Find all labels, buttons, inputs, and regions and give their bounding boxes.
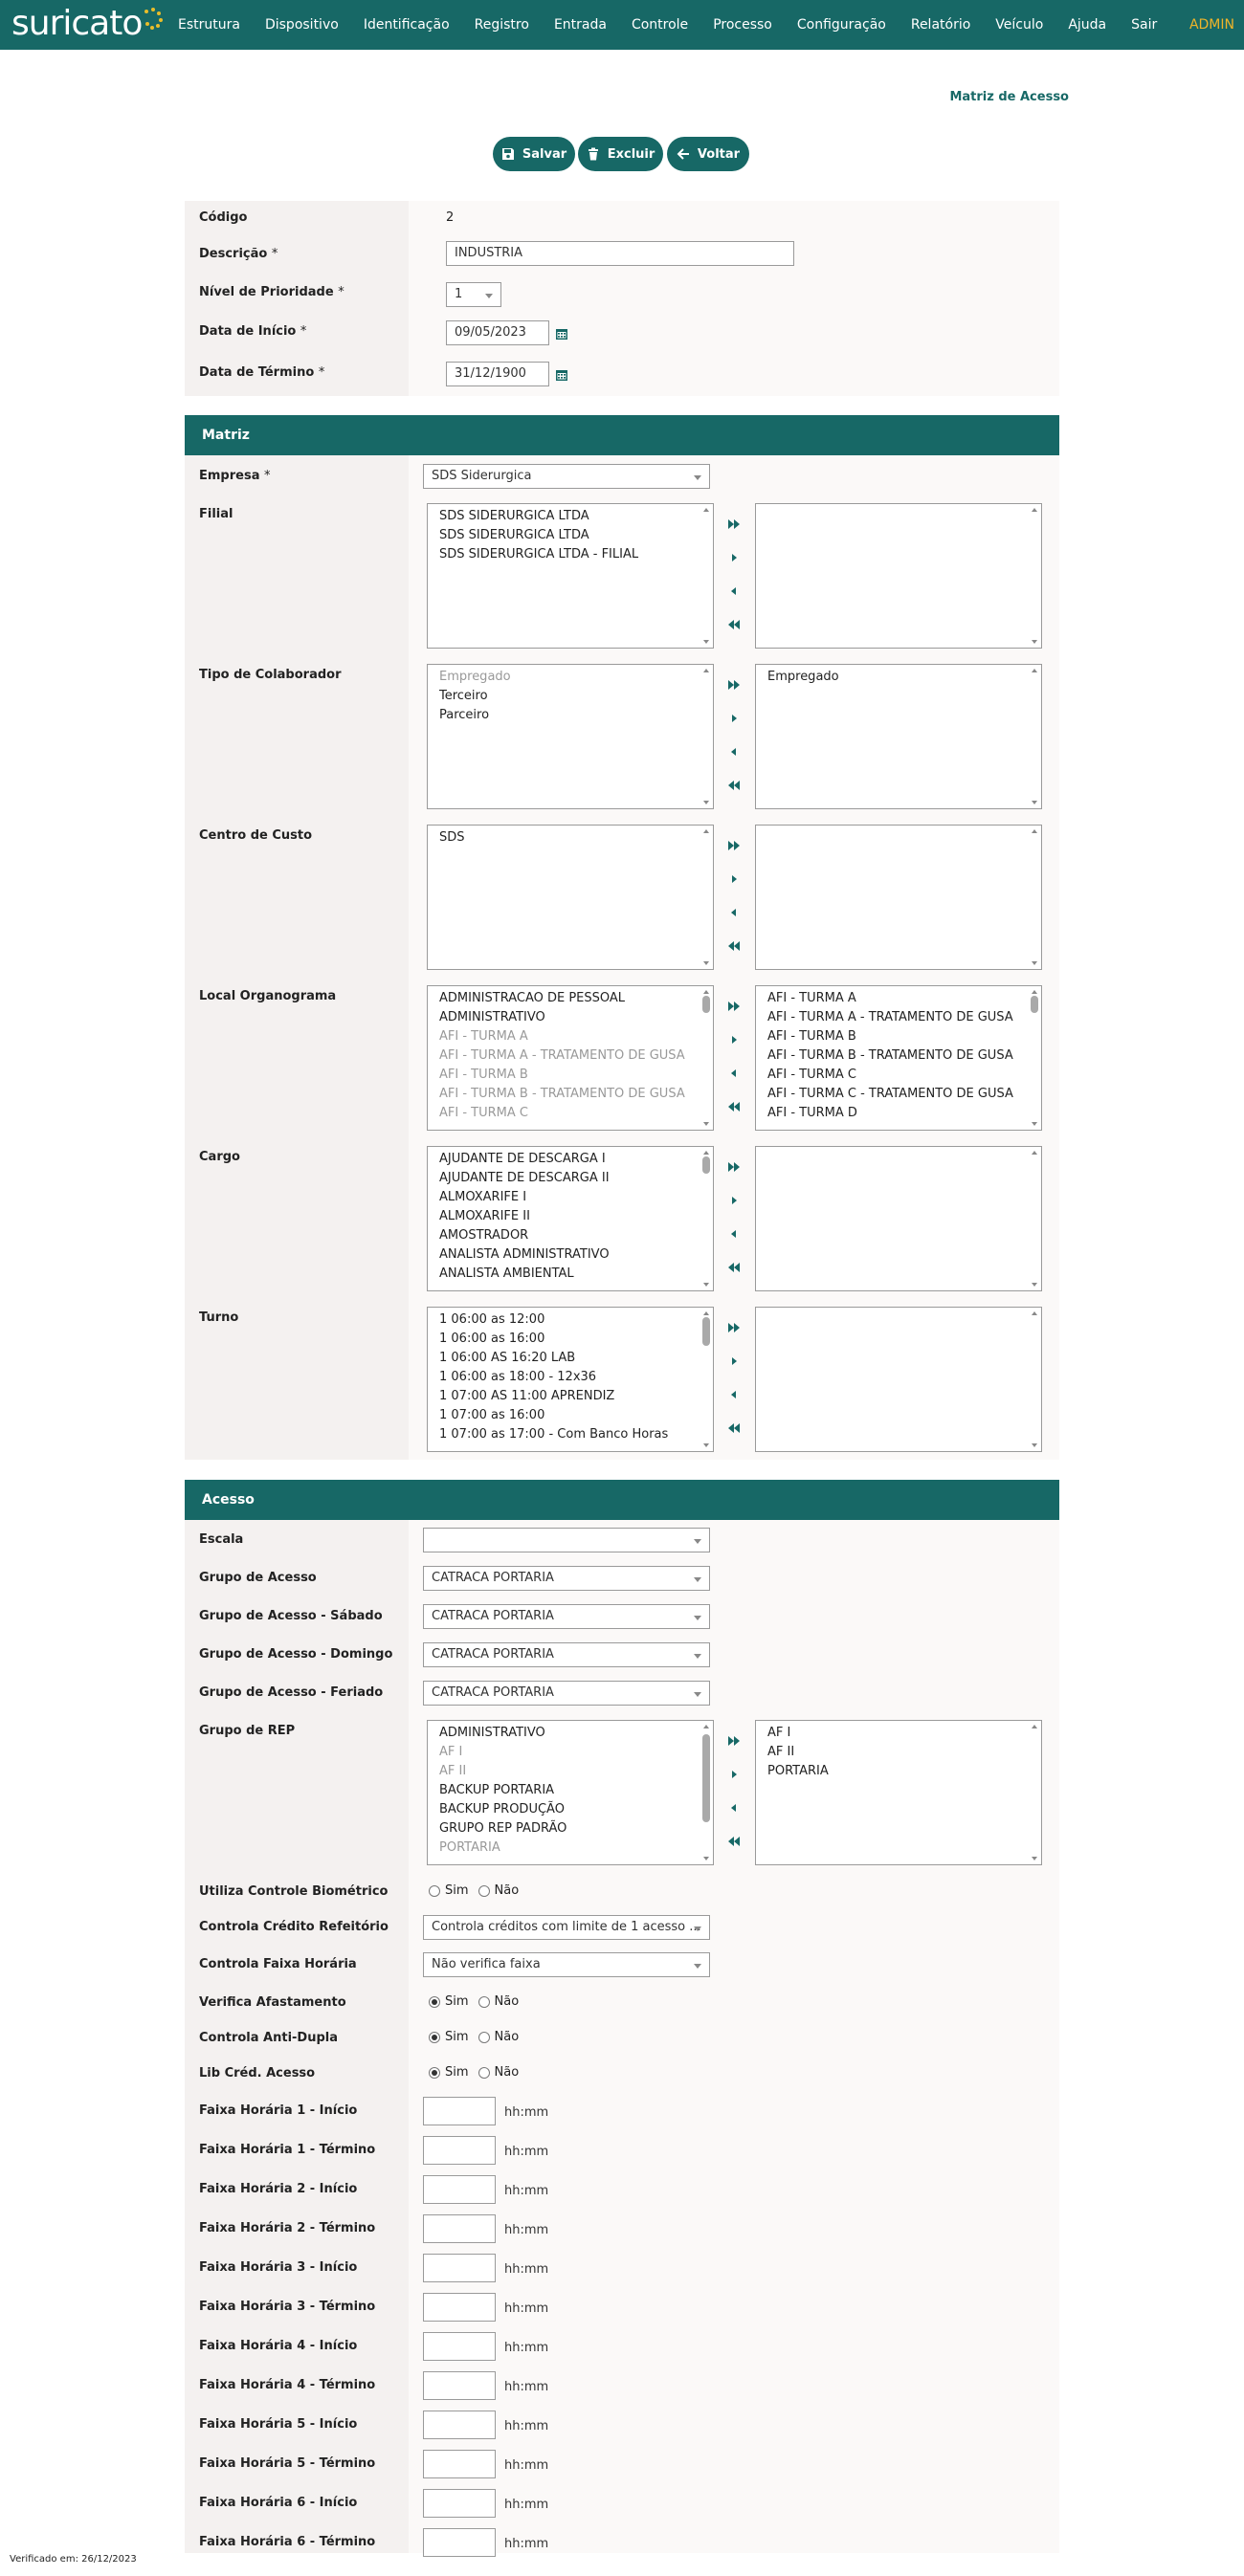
faixa-horaria-label: Faixa Horária 6 - Início (199, 2496, 358, 2510)
lib-cred-nao-radio[interactable] (478, 2067, 490, 2079)
menu-item[interactable]: Dispositivo (264, 17, 339, 33)
list-option[interactable]: AF I (767, 1726, 791, 1740)
centro-custo-label: Centro de Custo (199, 828, 313, 843)
scrollbar[interactable] (701, 988, 711, 1128)
faixa-horaria-time-input[interactable] (423, 2489, 496, 2518)
menu-item[interactable]: Sair (1131, 17, 1158, 33)
arrow-left-icon (677, 147, 690, 161)
move-right-icon (727, 873, 741, 885)
scrollbar[interactable] (701, 1149, 711, 1288)
list-option[interactable]: BACKUP PORTARIA (439, 1783, 555, 1797)
termino-label: Data de Término * (199, 365, 325, 380)
list-option[interactable]: 1 07:00 as 16:00 (439, 1408, 545, 1422)
cargo-selected-list[interactable] (755, 1146, 1042, 1291)
list-option[interactable]: ADMINISTRACAO DE PESSOAL (439, 991, 626, 1005)
list-option[interactable]: AF II (439, 1764, 467, 1778)
move-right-icon (727, 1769, 741, 1780)
verification-footer: Verificado em: 26/12/2023 (10, 2554, 137, 2565)
move-all-left-button[interactable] (722, 1417, 745, 1440)
lib-cred-sim-radio[interactable] (429, 2067, 440, 2079)
faixa-horaria-select[interactable]: Não verifica faixa (423, 1952, 710, 1977)
scrollbar[interactable] (701, 1723, 711, 1862)
menu-item[interactable]: Identificação (363, 17, 450, 33)
top-navbar (0, 0, 1244, 50)
move-left-icon (727, 1802, 741, 1814)
list-option[interactable]: AFI - TURMA B - TRATAMENTO DE GUSA (767, 1048, 1013, 1063)
move-all-right-button[interactable] (722, 1316, 745, 1339)
move-left-button[interactable] (722, 1796, 745, 1819)
faixa-horaria-time-input[interactable] (423, 2411, 496, 2439)
descricao-input[interactable]: INDUSTRIA (446, 241, 794, 266)
filial-selected-list[interactable] (755, 503, 1042, 649)
move-all-left-icon (727, 1262, 741, 1273)
move-right-button[interactable] (722, 1350, 745, 1373)
descricao-label: Descrição * (199, 247, 278, 261)
move-all-left-icon (727, 940, 741, 952)
grupo-acesso-label: Grupo de Acesso (199, 1571, 317, 1585)
afastamento-radio-group: Sim Não (429, 1994, 519, 2009)
move-all-right-button[interactable] (722, 673, 745, 696)
time-format-hint: hh:mm (504, 2498, 549, 2512)
move-all-right-button[interactable] (722, 995, 745, 1018)
delete-button[interactable] (578, 137, 663, 171)
move-all-right-icon (727, 518, 741, 530)
back-button[interactable] (667, 137, 749, 171)
antidupla-nao-radio[interactable] (478, 2032, 490, 2043)
menu-item[interactable]: Entrada (553, 17, 607, 33)
matriz-section-header: Matriz (185, 415, 1059, 455)
move-left-icon (727, 585, 741, 597)
time-format-hint: hh:mm (504, 2145, 549, 2159)
scrollbar[interactable] (701, 667, 711, 806)
list-option[interactable]: SDS (439, 830, 465, 845)
escala-label: Escala (199, 1532, 244, 1547)
menu-item[interactable]: Registro (474, 17, 529, 33)
time-format-hint: hh:mm (504, 2537, 549, 2551)
list-option[interactable]: AFI - TURMA B (767, 1029, 856, 1044)
faixa-horaria-label: Faixa Horária 4 - Término (199, 2378, 376, 2392)
faixa-horaria-label: Faixa Horária 3 - Término (199, 2300, 376, 2314)
menu-item[interactable]: Ajuda (1068, 17, 1107, 33)
list-option[interactable]: ADMINISTRATIVO (439, 1010, 545, 1024)
menu-item[interactable]: Configuração (796, 17, 886, 33)
time-format-hint: hh:mm (504, 2223, 549, 2237)
list-option[interactable]: AMOSTRADOR (439, 1228, 529, 1243)
move-left-icon (727, 1068, 741, 1079)
faixa-horaria-label: Faixa Horária 2 - Término (199, 2221, 376, 2235)
move-right-icon (727, 1355, 741, 1367)
move-all-right-button[interactable] (722, 1156, 745, 1178)
move-left-button[interactable] (722, 580, 745, 603)
faixa-horaria-time-input[interactable] (423, 2332, 496, 2361)
biometria-sim-radio[interactable] (429, 1885, 440, 1897)
inicio-label: Data de Início * (199, 324, 307, 339)
list-option[interactable]: 1 07:00 as 17:00 - Com Banco Horas (439, 1427, 669, 1442)
list-option[interactable]: AF II (767, 1745, 795, 1759)
turno-selected-list[interactable] (755, 1307, 1042, 1452)
grupo-acesso-select[interactable]: CATRACA PORTARIA (423, 1566, 710, 1591)
empresa-label: Empresa * (199, 469, 271, 483)
tipo-colaborador-selected-list[interactable] (755, 664, 1042, 809)
move-all-left-button[interactable] (722, 613, 745, 636)
inicio-date-input[interactable]: 09/05/2023 (446, 320, 549, 345)
move-all-right-icon (727, 1161, 741, 1173)
grupo-acesso-sabado-label: Grupo de Acesso - Sábado (199, 1609, 383, 1623)
faixa-horaria-label: Faixa Horária 6 - Término (199, 2535, 376, 2549)
grupo-acesso-feriado-select[interactable]: CATRACA PORTARIA (423, 1681, 710, 1706)
faixa-horaria-time-input[interactable] (423, 2293, 496, 2322)
codigo-value: 2 (446, 210, 455, 225)
move-all-right-icon (727, 840, 741, 851)
grupo-acesso-domingo-label: Grupo de Acesso - Domingo (199, 1647, 393, 1662)
move-left-icon (727, 1228, 741, 1240)
prioridade-select[interactable]: 1 (446, 282, 501, 307)
move-all-left-button[interactable] (722, 935, 745, 958)
tipo-colaborador-label: Tipo de Colaborador (199, 668, 342, 682)
local-organograma-selected-list[interactable] (755, 985, 1042, 1131)
faixa-horaria-time-input[interactable] (423, 2214, 496, 2243)
faixa-horaria-label: Faixa Horária 4 - Início (199, 2339, 358, 2353)
list-option[interactable]: AJUDANTE DE DESCARGA I (439, 1152, 606, 1166)
time-format-hint: hh:mm (504, 2184, 549, 2198)
list-option[interactable]: PORTARIA (767, 1764, 829, 1778)
list-option[interactable]: ALMOXARIFE II (439, 1209, 530, 1223)
time-format-hint: hh:mm (504, 2380, 549, 2394)
list-option[interactable]: AFI - TURMA B - TRATAMENTO DE GUSA (439, 1087, 685, 1101)
delete-label: Excluir (607, 146, 655, 162)
move-all-left-icon (727, 619, 741, 630)
scrollbar[interactable] (1030, 506, 1039, 646)
move-right-button[interactable] (722, 707, 745, 730)
menu-item[interactable]: Estrutura (178, 17, 240, 33)
move-all-left-icon (727, 1101, 741, 1112)
list-option[interactable]: GRUPO REP PADRÃO (439, 1821, 567, 1836)
time-format-hint: hh:mm (504, 2419, 549, 2433)
move-all-right-button[interactable] (722, 513, 745, 536)
move-left-button[interactable] (722, 1062, 745, 1085)
centro-custo-selected-list[interactable] (755, 825, 1042, 970)
move-right-button[interactable] (722, 1028, 745, 1051)
faixa-horaria-time-input[interactable] (423, 2254, 496, 2282)
faixa-horaria-label: Faixa Horária 1 - Término (199, 2143, 376, 2157)
empresa-select[interactable]: SDS Siderurgica (423, 464, 710, 489)
move-right-icon (727, 1195, 741, 1206)
local-organograma-available-list[interactable] (427, 985, 714, 1131)
scrollbar[interactable] (1030, 1149, 1039, 1288)
move-right-icon (727, 552, 741, 563)
antidupla-label: Controla Anti-Dupla (199, 2031, 338, 2045)
scrollbar[interactable] (1030, 1310, 1039, 1449)
logo-dots-icon (143, 10, 162, 29)
faixa-horaria-time-input[interactable] (423, 2136, 496, 2165)
grupo-rep-selected-list[interactable] (755, 1720, 1042, 1865)
local-organograma-label: Local Organograma (199, 989, 337, 1003)
time-format-hint: hh:mm (504, 2458, 549, 2473)
list-option[interactable]: 1 06:00 AS 16:20 LAB (439, 1351, 576, 1365)
list-option[interactable]: Terceiro (439, 689, 488, 703)
cargo-label: Cargo (199, 1150, 240, 1164)
turno-label: Turno (199, 1310, 239, 1325)
antidupla-sim-radio[interactable] (429, 2032, 440, 2043)
move-right-button[interactable] (722, 1189, 745, 1212)
grupo-acesso-feriado-label: Grupo de Acesso - Feriado (199, 1685, 384, 1700)
menu-item[interactable]: Controle (631, 17, 689, 33)
move-right-button[interactable] (722, 1763, 745, 1786)
move-right-button[interactable] (722, 546, 745, 569)
menu-item[interactable]: Relatório (910, 17, 971, 33)
biometria-radio-group: Sim Não (429, 1883, 519, 1898)
list-option[interactable]: Empregado (439, 670, 511, 684)
move-left-button[interactable] (722, 1383, 745, 1406)
move-all-right-icon (727, 679, 741, 691)
faixa-horaria-time-input[interactable] (423, 2450, 496, 2478)
move-all-left-button[interactable] (722, 1095, 745, 1118)
afastamento-nao-radio[interactable] (478, 1996, 490, 2008)
scrollbar[interactable] (1030, 1723, 1039, 1862)
lib-cred-label: Lib Créd. Acesso (199, 2066, 316, 2081)
faixa-horaria-label: Faixa Horária 5 - Término (199, 2456, 376, 2471)
trash-icon (587, 147, 600, 161)
logo-text: suricato (11, 4, 143, 43)
scrollbar[interactable] (701, 827, 711, 967)
menu-item[interactable]: Processo (713, 17, 772, 33)
list-option[interactable]: AFI - TURMA C - TRATAMENTO DE GUSA (767, 1087, 1013, 1101)
list-option[interactable]: ALMOXARIFE I (439, 1190, 527, 1204)
afastamento-label: Verifica Afastamento (199, 1995, 346, 2010)
menu-item[interactable]: Veículo (995, 17, 1044, 33)
move-all-left-button[interactable] (722, 774, 745, 797)
list-option[interactable]: 1 06:00 as 16:00 (439, 1332, 545, 1346)
move-all-right-icon (727, 1001, 741, 1012)
move-left-icon (727, 907, 741, 918)
list-option[interactable]: SDS SIDERURGICA LTDA (439, 528, 589, 542)
faixa-horaria-time-input[interactable] (423, 2175, 496, 2204)
list-option[interactable]: ANALISTA ADMINISTRATIVO (439, 1247, 610, 1262)
list-option[interactable]: ANALISTA AMBIENTAL (439, 1266, 574, 1281)
faixa-horaria-time-input[interactable] (423, 2097, 496, 2125)
antidupla-radio-group: Sim Não (429, 2030, 519, 2044)
list-option[interactable]: ADMINISTRATIVO (439, 1726, 545, 1740)
move-left-icon (727, 746, 741, 758)
centro-custo-available-list[interactable] (427, 825, 714, 970)
faixa-horaria-time-input[interactable] (423, 2528, 496, 2557)
grupo-rep-available-list[interactable] (427, 1720, 714, 1865)
prioridade-label: Nível de Prioridade * (199, 285, 344, 299)
move-all-right-icon (727, 1735, 741, 1747)
faixa-horaria-label: Faixa Horária 3 - Início (199, 2260, 358, 2275)
move-all-left-icon (727, 780, 741, 791)
move-all-right-button[interactable] (722, 834, 745, 857)
termino-date-input[interactable]: 31/12/1900 (446, 362, 549, 386)
tipo-colaborador-available-list[interactable] (427, 664, 714, 809)
calendar-icon[interactable] (555, 327, 568, 341)
user-menu[interactable]: ADMIN (1188, 17, 1234, 33)
move-all-right-icon (727, 1322, 741, 1333)
codigo-label: Código (199, 210, 248, 225)
refeitorio-select[interactable]: Controla créditos com limite de 1 acesso ... (423, 1915, 710, 1940)
save-button[interactable] (493, 137, 575, 171)
list-option[interactable]: Empregado (767, 670, 839, 684)
scrollbar[interactable] (1030, 667, 1039, 806)
list-option[interactable]: 1 07:00 AS 11:00 APRENDIZ (439, 1389, 615, 1403)
faixa-horaria-time-input[interactable] (423, 2371, 496, 2400)
move-all-left-icon (727, 1836, 741, 1847)
move-left-button[interactable] (722, 740, 745, 763)
faixa-horaria-label: Controla Faixa Horária (199, 1957, 357, 1971)
time-format-hint: hh:mm (504, 2105, 549, 2120)
save-icon (501, 147, 515, 161)
list-option[interactable]: 1 06:00 as 18:00 - 12x36 (439, 1370, 597, 1384)
lib-cred-radio-group: Sim Não (429, 2065, 519, 2080)
list-option[interactable]: Parceiro (439, 708, 490, 722)
list-option[interactable]: AFI - TURMA A (439, 1029, 528, 1044)
move-right-icon (727, 1034, 741, 1046)
list-option[interactable]: AFI - TURMA A (767, 991, 856, 1005)
acesso-section-header: Acesso (185, 1480, 1059, 1520)
time-format-hint: hh:mm (504, 2341, 549, 2355)
page-title: Matriz de Acesso (949, 90, 1069, 104)
faixa-horaria-label: Faixa Horária 5 - Início (199, 2417, 358, 2432)
list-option[interactable]: AFI - TURMA A - TRATAMENTO DE GUSA (767, 1010, 1013, 1024)
move-left-button[interactable] (722, 901, 745, 924)
move-right-icon (727, 713, 741, 724)
list-option[interactable]: AF I (439, 1745, 463, 1759)
grupo-acesso-sabado-select[interactable]: CATRACA PORTARIA (423, 1604, 710, 1629)
move-all-right-button[interactable] (722, 1729, 745, 1752)
list-option[interactable]: AFI - TURMA B (439, 1068, 528, 1082)
faixa-horaria-label: Faixa Horária 1 - Início (199, 2103, 358, 2118)
cargo-available-list[interactable] (427, 1146, 714, 1291)
filial-available-list[interactable] (427, 503, 714, 649)
back-label: Voltar (697, 146, 741, 162)
list-option[interactable]: AFI - TURMA C (767, 1068, 856, 1082)
move-all-left-button[interactable] (722, 1830, 745, 1853)
move-all-left-icon (727, 1422, 741, 1434)
scrollbar[interactable] (701, 1310, 711, 1449)
save-label: Salvar (522, 146, 567, 162)
list-option[interactable]: AFI - TURMA C (439, 1106, 528, 1120)
move-left-button[interactable] (722, 1222, 745, 1245)
faixa-horaria-label: Faixa Horária 2 - Início (199, 2182, 358, 2196)
calendar-icon[interactable] (555, 368, 568, 382)
list-option[interactable]: AFI - TURMA D (767, 1106, 857, 1120)
list-option[interactable]: BACKUP PRODUÇÃO (439, 1802, 565, 1816)
scrollbar[interactable] (1030, 988, 1039, 1128)
app-logo[interactable] (11, 4, 162, 44)
list-option[interactable]: 1 06:00 as 12:00 (439, 1312, 545, 1327)
afastamento-sim-radio[interactable] (429, 1996, 440, 2008)
biometria-label: Utiliza Controle Biométrico (199, 1884, 389, 1899)
refeitorio-label: Controla Crédito Refeitório (199, 1920, 389, 1934)
list-option[interactable]: SDS SIDERURGICA LTDA (439, 509, 589, 523)
main-menu (178, 0, 1182, 50)
scrollbar[interactable] (701, 506, 711, 646)
list-option[interactable]: SDS SIDERURGICA LTDA - FILIAL (439, 547, 639, 561)
move-all-left-button[interactable] (722, 1256, 745, 1279)
list-option[interactable]: AJUDANTE DE DESCARGA II (439, 1171, 610, 1185)
move-left-icon (727, 1389, 741, 1400)
turno-available-list[interactable] (427, 1307, 714, 1452)
scrollbar[interactable] (1030, 827, 1039, 967)
list-option[interactable]: AFI - TURMA A - TRATAMENTO DE GUSA (439, 1048, 685, 1063)
time-format-hint: hh:mm (504, 2301, 549, 2316)
biometria-nao-radio[interactable] (478, 1885, 490, 1897)
move-right-button[interactable] (722, 868, 745, 891)
time-format-hint: hh:mm (504, 2262, 549, 2277)
list-option[interactable]: PORTARIA (439, 1840, 500, 1855)
grupo-acesso-domingo-select[interactable]: CATRACA PORTARIA (423, 1642, 710, 1667)
grupo-rep-label: Grupo de REP (199, 1724, 296, 1738)
escala-select[interactable] (423, 1528, 710, 1552)
filial-label: Filial (199, 507, 233, 521)
